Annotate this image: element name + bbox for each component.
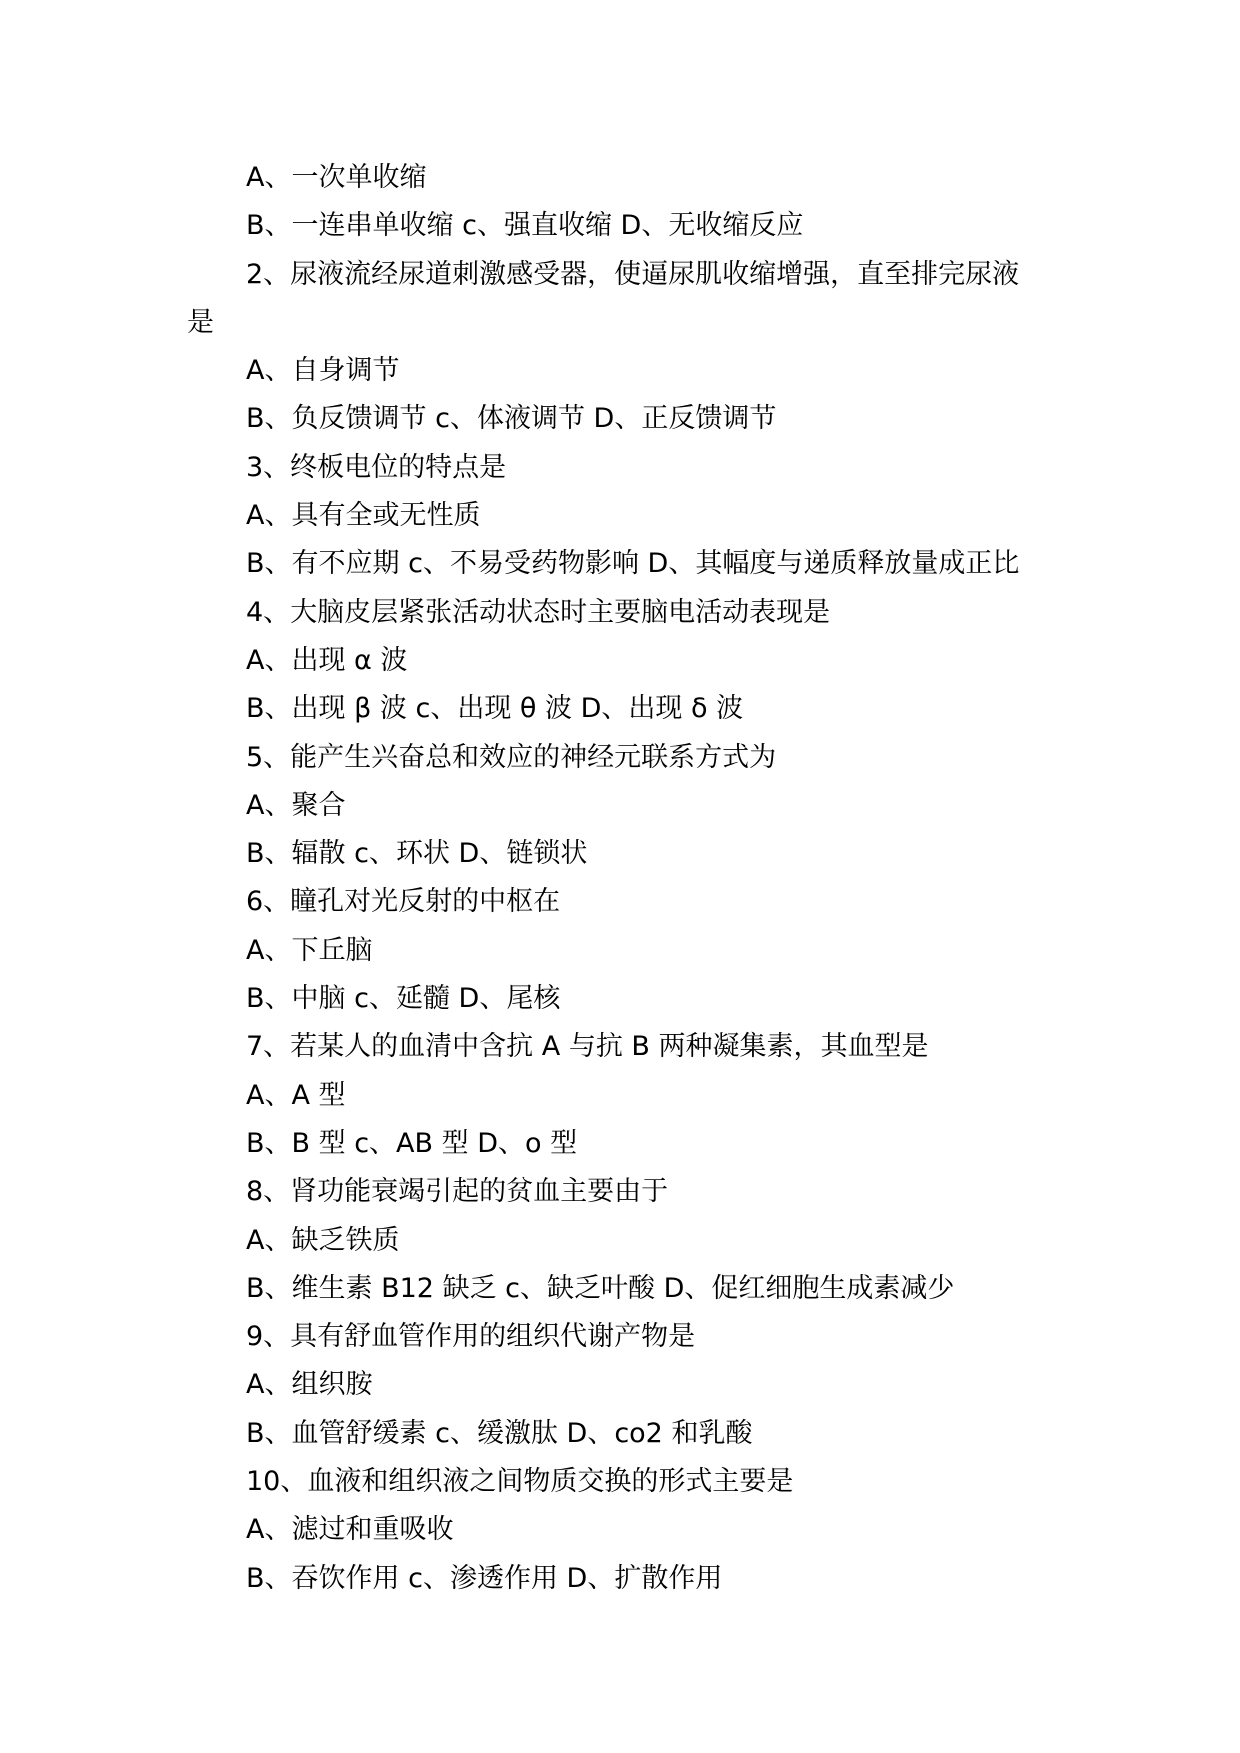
- option-line: A、A 型: [246, 1079, 346, 1111]
- option-line: A、下丘脑: [246, 934, 373, 966]
- question-line: 9、具有舒血管作用的组织代谢产物是: [246, 1321, 696, 1353]
- option-line: B、有不应期 c、不易受药物影响 D、其幅度与递质释放量成正比: [246, 548, 1020, 580]
- option-line: B、血管舒缓素 c、缓激肽 D、co2 和乳酸: [246, 1417, 753, 1449]
- question-line: 7、若某人的血清中含抗 A 与抗 B 两种凝集素，其血型是: [246, 1031, 929, 1063]
- option-line: B、吞饮作用 c、渗透作用 D、扩散作用: [246, 1562, 723, 1594]
- option-line: B、B 型 c、AB 型 D、o 型: [246, 1127, 578, 1159]
- question-line: 3、终板电位的特点是: [246, 451, 507, 483]
- option-line: A、滤过和重吸收: [246, 1514, 454, 1546]
- option-line: B、出现 β 波 c、出现 θ 波 D、出现 δ 波: [246, 693, 744, 725]
- option-line: A、组织胺: [246, 1369, 373, 1401]
- question-line: 10、血液和组织液之间物质交换的形式主要是: [246, 1466, 794, 1498]
- option-line: A、一次单收缩: [246, 162, 427, 193]
- option-line: A、缺乏铁质: [246, 1224, 400, 1256]
- option-line: B、维生素 B12 缺乏 c、缺乏叶酸 D、促红细胞生成素减少: [246, 1272, 955, 1304]
- question-text-continued: 是: [187, 306, 214, 338]
- option-line: B、一连串单收缩 c、强直收缩 D、无收缩反应: [246, 210, 804, 242]
- option-line: A、具有全或无性质: [246, 500, 481, 532]
- option-line: A、聚合: [246, 789, 346, 821]
- question-line: 5、能产生兴奋总和效应的神经元联系方式为: [246, 741, 777, 773]
- question-text: 2、尿液流经尿道刺激感受器，使逼尿肌收缩增强，直至排完尿液: [246, 258, 1020, 290]
- question-line: 4、大脑皮层紧张活动状态时主要脑电活动表现是: [246, 596, 831, 628]
- option-line: A、出现 α 波: [246, 644, 408, 676]
- option-line: B、负反馈调节 c、体液调节 D、正反馈调节: [246, 403, 777, 435]
- option-line: B、辐散 c、环状 D、链锁状: [246, 838, 588, 870]
- question-line: 8、肾功能衰竭引起的贫血主要由于: [246, 1176, 669, 1208]
- option-line: B、中脑 c、延髓 D、尾核: [246, 983, 561, 1015]
- question-list: [187, 154, 1067, 1603]
- question-line: 6、瞳孔对光反射的中枢在: [246, 886, 561, 918]
- option-line: A、自身调节: [246, 355, 400, 387]
- question-line: [187, 251, 1067, 348]
